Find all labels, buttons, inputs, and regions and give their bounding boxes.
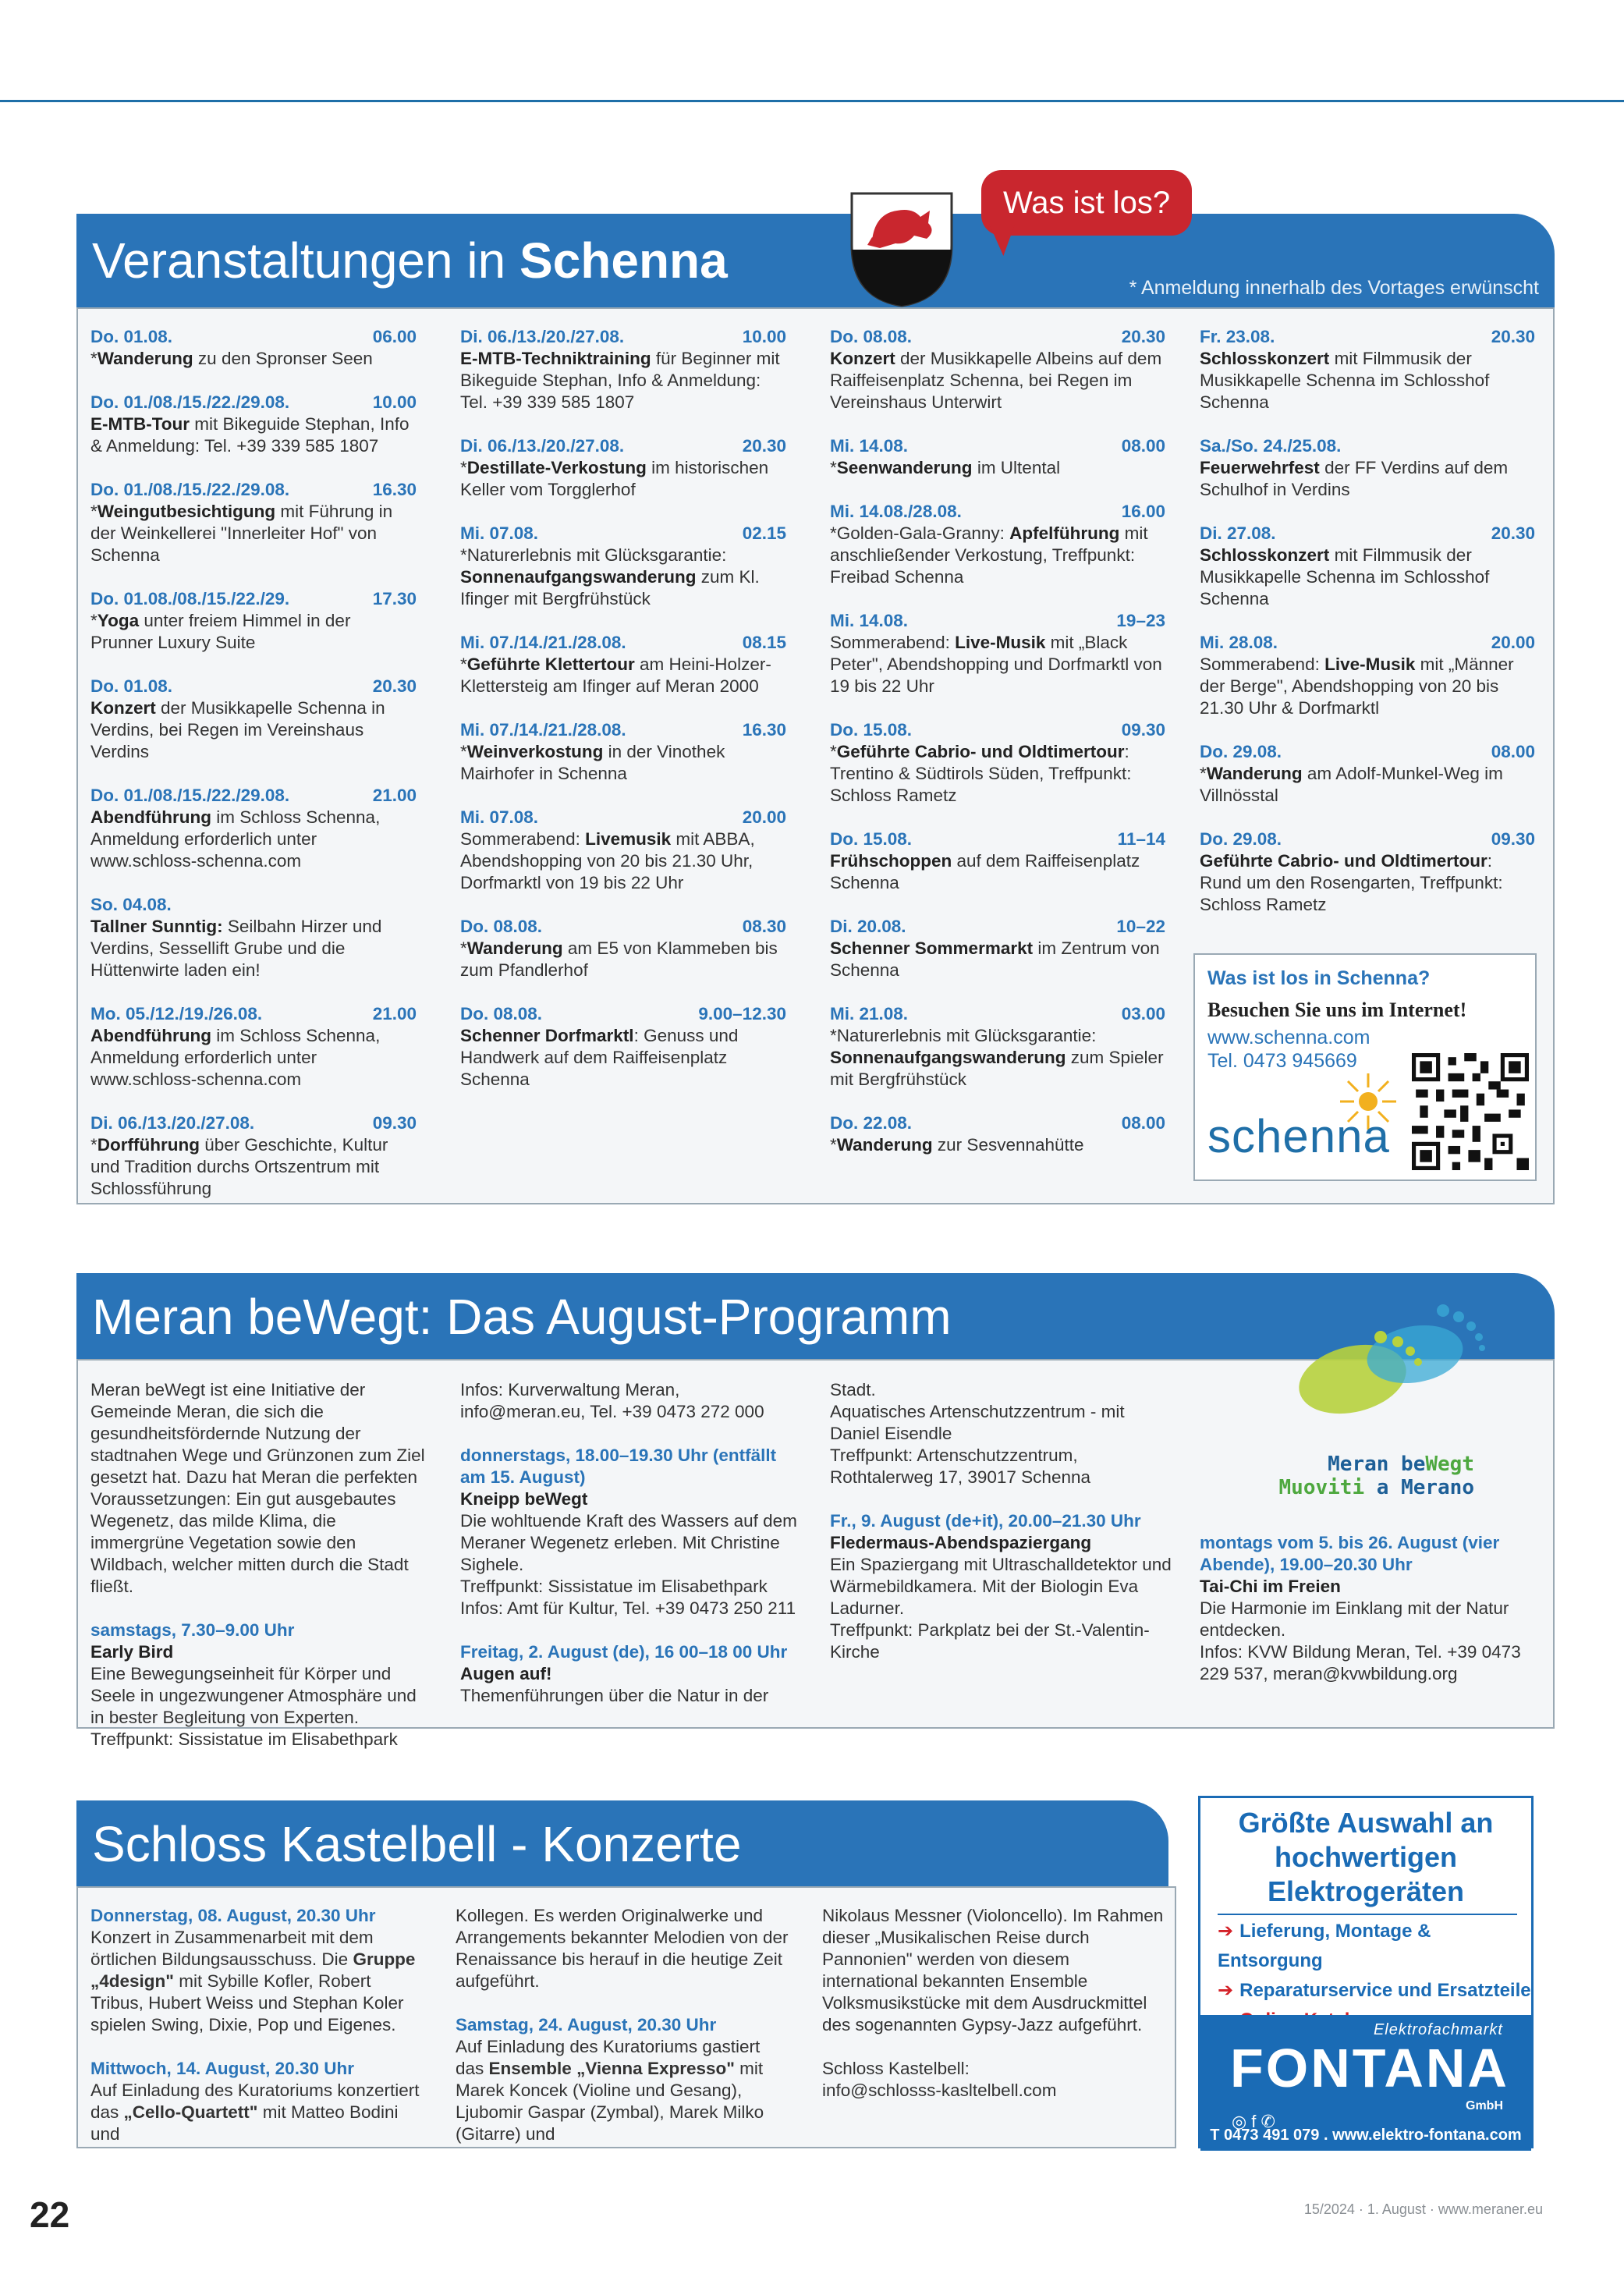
event-header xyxy=(460,523,786,545)
augen-auf-title: Augen auf! xyxy=(460,1664,552,1683)
event-time: 16.00 xyxy=(1121,502,1165,521)
info-phone: Tel. 0473 945669 xyxy=(1207,1050,1357,1072)
event-date: Sa./So. 24./25.08. xyxy=(1200,436,1342,456)
event-date: Di. 20.08. xyxy=(830,917,906,936)
event-date: Mi. 14.08./28.08. xyxy=(830,502,962,521)
event-date: Do. 08.08. xyxy=(830,327,913,346)
event-desc: *Wanderung am E5 von Klammeben bis zum Pfandlerhof xyxy=(460,938,778,980)
kastelbell-col-1 xyxy=(90,1905,426,2145)
event-time: 09.30 xyxy=(372,1113,417,1133)
event-time: 20.30 xyxy=(372,676,417,696)
fledermaus-meet: Treffpunkt: Parkplatz bei der St.-Valentin-Kirche xyxy=(830,1620,1150,1662)
event-header xyxy=(1200,326,1535,348)
ad-headline: Größte Auswahl an hochwertigen Elektrogeräten xyxy=(1238,1807,1494,1907)
kastelbell-title: Schloss Kastelbell - Konzerte xyxy=(92,1816,742,1872)
event-item xyxy=(460,523,786,610)
event-header xyxy=(1200,741,1535,763)
event-time: 20.00 xyxy=(742,807,786,827)
event-header xyxy=(90,326,417,348)
fontana-logo: FONTANA xyxy=(1230,2038,1509,2098)
artenschutz-text: Aquatisches Artenschutzzentrum - mit Daniel Eisendle xyxy=(830,1402,1125,1443)
event-header xyxy=(830,828,1165,850)
info-question: Was ist los in Schenna? xyxy=(1207,967,1431,989)
event-time: 20.00 xyxy=(1491,633,1535,652)
event-item xyxy=(1200,523,1535,610)
schenna-col-1 xyxy=(90,326,417,1222)
kneipp-title: Kneipp beWegt xyxy=(460,1489,588,1509)
event-date: Mi. 07./14./21./28.08. xyxy=(460,633,626,652)
event-time: 02.15 xyxy=(742,523,786,543)
event-time: 20.30 xyxy=(1121,327,1165,346)
event-header xyxy=(90,1112,417,1134)
event-item xyxy=(1200,632,1535,719)
concert-3-cont: Nikolaus Messner (Violoncello). Im Rahmen dieser „Musikalischen Reise durch Pannonien" werden von diesem international bekannten Ensemble Volksmusikstücke mit dem Ausdruckmittel des sogenannten Gypsy-Jazz aufgeführt. xyxy=(822,1906,1164,2034)
kurverwaltung-info: Infos: Kurverwaltung Meran, info@meran.eu, Tel. +39 0473 272 000 xyxy=(460,1380,764,1421)
event-item xyxy=(90,785,417,872)
event-item xyxy=(90,1112,417,1200)
augen-auf-text: Themenführungen über die Natur in der xyxy=(460,1686,769,1705)
event-desc: *Dorfführung über Geschichte, Kultur und Tradition durchs Ortszentrum mit Schlossführung xyxy=(90,1135,388,1198)
kneipp-time: donnerstags, 18.00–19.30 Uhr (entfällt am 15. August) xyxy=(460,1446,777,1487)
event-item xyxy=(1200,435,1535,501)
event-time: 10–22 xyxy=(1116,917,1165,936)
event-item xyxy=(1200,326,1535,413)
event-item xyxy=(460,719,786,785)
early-bird-text: Eine Bewegungseinheit für Körper und Seele in ungezwungener Atmosphäre und in bester Begleitung von Experten. xyxy=(90,1664,417,1727)
schenna-logo: schenna xyxy=(1207,1110,1390,1162)
event-time: 08.00 xyxy=(1491,742,1535,761)
footprints-icon xyxy=(1259,1293,1493,1449)
event-date: Do. 01./08./15./22./29.08. xyxy=(90,786,290,805)
event-time: 21.00 xyxy=(372,1004,417,1023)
event-item xyxy=(90,676,417,763)
tai-chi-text: Die Harmonie im Einklang mit der Natur entdecken. xyxy=(1200,1598,1509,1640)
event-desc: *Geführte Klettertour am Heini-Holzer-Klettersteig am Ifinger auf Meran 2000 xyxy=(460,655,771,696)
event-desc: Schenner Dorfmarktl: Genuss und Handwerk auf dem Raiffeisenplatz Schenna xyxy=(460,1026,739,1089)
event-time: 16.30 xyxy=(372,480,417,499)
event-date: Mi. 14.08. xyxy=(830,436,909,456)
ad-small-label: Elektrofachmarkt xyxy=(1373,2021,1503,2038)
event-item xyxy=(460,1003,786,1091)
concert-2-text: Auf Einladung des Kuratoriums konzertiert das „Cello-Quartett" mit Matteo Bodini und xyxy=(90,2081,420,2144)
event-desc: Frühschoppen auf dem Raiffeisenplatz Schenna xyxy=(830,851,1140,892)
event-date: Mi. 28.08. xyxy=(1200,633,1278,652)
event-desc: Sommerabend: Livemusik mit ABBA, Abendshopping von 20 bis 21.30 Uhr, Dorfmarktl von 19 bis 22 Uhr xyxy=(460,829,755,892)
event-time: 08.00 xyxy=(1121,1113,1165,1133)
event-header xyxy=(90,785,417,807)
event-time: 20.30 xyxy=(742,436,786,456)
kultur-info: Infos: Amt für Kultur, Tel. +39 0473 250 211 xyxy=(460,1598,796,1618)
event-desc: *Wanderung am Adolf-Munkel-Weg im Villnösstal xyxy=(1200,764,1503,805)
event-date: Do. 01.08. xyxy=(90,327,173,346)
event-time: 09.30 xyxy=(1121,720,1165,740)
concert-2-cont: Kollegen. Es werden Originalwerke und Arrangements bekannter Melodien von der Renaissance bis herauf in die heutige Zeit aufgeführt. xyxy=(456,1906,789,1991)
event-desc: *Destillate-Verkostung im historischen Keller vom Torgglerhof xyxy=(460,458,769,499)
event-date: Do. 15.08. xyxy=(830,829,913,849)
concert-3-text: Auf Einladung des Kuratoriums gastiert das Ensemble „Vienna Expresso" mit Marek Koncek (Violine und Gesang), Ljubomir Gaspar (Zymbal), Marek Milko (Gitarre) und xyxy=(456,2037,764,2144)
event-time: 20.30 xyxy=(1491,523,1535,543)
event-item xyxy=(90,1003,417,1091)
ad-rule-top xyxy=(1218,1914,1517,1915)
event-date: Do. 29.08. xyxy=(1200,742,1282,761)
concert-1-text: Konzert in Zusammenarbeit mit dem örtlichen Bildungsausschuss. Die Gruppe „4design" mit Sybille Kofler, Robert Tribus, Hubert Weiss und Stephan Koler spielen Swing, Dixie, Pop und Eigenes. xyxy=(90,1928,416,2034)
event-time: 20.30 xyxy=(1491,327,1535,346)
event-time: 21.00 xyxy=(372,786,417,805)
event-date: Do. 29.08. xyxy=(1200,829,1282,849)
event-time: 9.00–12.30 xyxy=(698,1004,786,1023)
event-date: Di. 27.08. xyxy=(1200,523,1276,543)
event-desc: Schenner Sommermarkt im Zentrum von Schenna xyxy=(830,938,1160,980)
event-item xyxy=(460,916,786,981)
event-item xyxy=(460,632,786,697)
was-ist-los-bubble: Was ist los? xyxy=(981,170,1192,236)
event-desc: Feuerwehrfest der FF Verdins auf dem Schulhof in Verdins xyxy=(1200,458,1509,499)
event-header xyxy=(830,1003,1165,1025)
tai-chi-title: Tai-Chi im Freien xyxy=(1200,1577,1341,1596)
event-time: 17.30 xyxy=(372,589,417,608)
event-item xyxy=(90,588,417,654)
event-date: Di. 06./13./20./27.08. xyxy=(90,1113,255,1133)
event-desc: E-MTB-Techniktraining für Beginner mit Bikeguide Stephan, Info & Anmeldung: Tel. +39 339 585 1807 xyxy=(460,349,780,412)
event-date: Mo. 05./12./19./26.08. xyxy=(90,1004,263,1023)
event-item xyxy=(90,392,417,457)
event-date: Di. 06./13./20./27.08. xyxy=(460,327,625,346)
event-item xyxy=(830,916,1165,981)
info-visit: Besuchen Sie uns im Internet! xyxy=(1207,999,1467,1021)
meran-intro: Meran beWegt ist eine Initiative der Gemeinde Meran, die sich die gesundheitsfördernde Nutzung der stadtnahen Wege und Grünzonen zum Ziel gesetzt hat. Dazu hat Meran die perfekten Voraussetzungen: Ein gut ausgebautes Wegenetz, das milde Klima, die immergrüne Vegetation sowie den Wildbach, welcher mitten durch die Stadt fließt. xyxy=(90,1380,425,1596)
event-item xyxy=(1200,741,1535,807)
schenna-info-box xyxy=(1193,953,1537,1181)
concert-1-date: Donnerstag, 08. August, 20.30 Uhr xyxy=(90,1906,376,1925)
event-header xyxy=(460,719,786,741)
event-desc: *Naturerlebnis mit Glücksgarantie: Sonnenaufgangswanderung zum Spieler mit Bergfrühstück xyxy=(830,1026,1164,1089)
event-desc: Sommerabend: Live-Musik mit „Männer der Berge", Abendshopping von 20 bis 21.30 Uhr & Dorfmarktl xyxy=(1200,655,1514,718)
event-header xyxy=(90,894,417,916)
event-date: Mi. 07.08. xyxy=(460,807,539,827)
event-header xyxy=(90,676,417,697)
event-header xyxy=(460,435,786,457)
event-desc: E-MTB-Tour mit Bikeguide Stephan, Info & Anmeldung: Tel. +39 339 585 1807 xyxy=(90,414,410,456)
event-item xyxy=(830,610,1165,697)
page-footer: 15/2024 · 1. August · www.meraner.eu xyxy=(1303,2201,1543,2217)
info-website-link[interactable]: www.schenna.com xyxy=(1207,1027,1370,1048)
event-desc: Konzert der Musikkapelle Schenna in Verdins, bei Regen im Vereinshaus Verdins xyxy=(90,698,385,761)
page-number: 22 xyxy=(30,2194,70,2235)
ad-item-repair: ➔ Reparaturservice und Ersatzteile xyxy=(1218,1980,1531,2001)
early-bird-time: samstags, 7.30–9.00 Uhr xyxy=(90,1620,295,1640)
event-time: 08.00 xyxy=(1121,436,1165,456)
event-time: 10.00 xyxy=(372,392,417,412)
event-desc: Sommerabend: Live-Musik mit „Black Peter", Abendshopping und Dorfmarktl von 19 bis 22 Uhr xyxy=(830,633,1162,696)
event-item xyxy=(830,1003,1165,1091)
event-header xyxy=(460,916,786,938)
kastelbell-banner xyxy=(76,1800,1168,1886)
event-header xyxy=(90,479,417,501)
event-header xyxy=(1200,828,1535,850)
event-header xyxy=(830,916,1165,938)
event-desc: *Geführte Cabrio- und Oldtimertour: Trentino & Südtirols Süden, Treffpunkt: Schloss Rametz xyxy=(830,742,1132,805)
event-header xyxy=(90,1003,417,1025)
event-header xyxy=(830,326,1165,348)
event-item xyxy=(90,894,417,981)
event-header xyxy=(90,588,417,610)
ad-item-delivery: ➔ Lieferung, Montage & Entsorgung xyxy=(1218,1921,1431,1971)
top-rule xyxy=(0,100,1624,102)
event-date: Mi. 14.08. xyxy=(830,611,909,630)
tai-chi-time: montags vom 5. bis 26. August (vier Abende), 19.00–20.30 Uhr xyxy=(1200,1533,1500,1574)
event-date: Do. 08.08. xyxy=(460,917,543,936)
event-desc: Abendführung im Schloss Schenna, Anmeldung erforderlich unter www.schloss-schenna.com xyxy=(90,1026,381,1089)
meran-col-3 xyxy=(830,1379,1173,1663)
event-date: Mi. 07.08. xyxy=(460,523,539,543)
event-desc: *Weingutbesichtigung mit Führung in der Weinkellerei "Innerleiter Hof" von Schenna xyxy=(90,502,393,565)
meran-col-4 xyxy=(1200,1532,1535,1685)
event-desc: Schlosskonzert mit Filmmusik der Musikkapelle Schenna im Schlosshof Schenna xyxy=(1200,349,1490,412)
event-date: Do. 08.08. xyxy=(460,1004,543,1023)
meran-col-2 xyxy=(460,1379,803,1707)
event-date: Do. 01./08./15./22./29.08. xyxy=(90,392,290,412)
event-header xyxy=(1200,523,1535,545)
event-date: Do. 01./08./15./22./29.08. xyxy=(90,480,290,499)
event-header xyxy=(830,501,1165,523)
event-header xyxy=(830,610,1165,632)
event-time: 19–23 xyxy=(1116,611,1165,630)
event-item xyxy=(830,326,1165,413)
event-desc: *Weinverkostung in der Vinothek Mairhofer in Schenna xyxy=(460,742,725,783)
social-icons[interactable]: ◎ f ✆ xyxy=(1232,2112,1275,2131)
event-header xyxy=(830,435,1165,457)
event-desc: Konzert der Musikkapelle Albeins auf dem Raiffeisenplatz Schenna, bei Regen im Vereinshaus Unterwirt xyxy=(830,349,1162,412)
event-desc: Tallner Sunntig: Seilbahn Hirzer und Verdins, Sessellift Grube und die Hüttenwirte laden ein! xyxy=(90,917,382,980)
event-date: Do. 01.08./08./15./22./29. xyxy=(90,589,290,608)
kastelbell-col-2 xyxy=(456,1905,791,2145)
event-date: So. 04.08. xyxy=(90,895,172,914)
augen-auf-time: Freitag, 2. August (de), 16 00–18 00 Uhr xyxy=(460,1642,788,1662)
ad-gmbh: GmbH xyxy=(1466,2099,1503,2112)
artenschutz-meet: Treffpunkt: Artenschutzzentrum, Rothtalerweg 17, 39017 Schenna xyxy=(830,1446,1090,1487)
event-header xyxy=(90,392,417,413)
event-item xyxy=(830,1112,1165,1156)
event-time: 08.30 xyxy=(742,917,786,936)
event-time: 16.30 xyxy=(742,720,786,740)
event-item xyxy=(830,719,1165,807)
schenna-col-4 xyxy=(1200,326,1535,938)
event-header xyxy=(460,632,786,654)
event-time: 03.00 xyxy=(1121,1004,1165,1023)
schenna-crest-icon xyxy=(849,190,955,309)
schenna-col-2 xyxy=(460,326,786,1112)
event-item xyxy=(90,326,417,370)
event-header xyxy=(460,807,786,828)
event-time: 10.00 xyxy=(742,327,786,346)
event-desc: Schlosskonzert mit Filmmusik der Musikkapelle Schenna im Schlosshof Schenna xyxy=(1200,545,1490,608)
fontana-ad[interactable] xyxy=(1198,1796,1534,2148)
event-time: 06.00 xyxy=(372,327,417,346)
event-desc: *Wanderung zu den Spronser Seen xyxy=(90,349,373,368)
event-desc: *Naturerlebnis mit Glücksgarantie: Sonnenaufgangswanderung zum Kl. Ifinger mit Bergfrühstück xyxy=(460,545,760,608)
event-desc: *Seenwanderung im Ultental xyxy=(830,458,1061,477)
event-time: 11–14 xyxy=(1117,829,1165,849)
meran-col-1 xyxy=(90,1379,426,1751)
event-header xyxy=(830,719,1165,741)
schenna-title: Veranstaltungen in Schenna xyxy=(92,232,728,289)
event-header xyxy=(460,326,786,348)
registration-note: * Anmeldung innerhalb des Vortages erwünscht xyxy=(1129,277,1539,299)
event-item xyxy=(1200,828,1535,916)
schenna-banner xyxy=(76,214,1555,307)
event-header xyxy=(460,1003,786,1025)
event-time: 09.30 xyxy=(1491,829,1535,849)
kastelbell-col-3 xyxy=(822,1905,1165,2102)
event-date: Di. 06./13./20./27.08. xyxy=(460,436,625,456)
event-date: Do. 15.08. xyxy=(830,720,913,740)
tai-chi-info: Infos: KVW Bildung Meran, Tel. +39 0473 229 537, meran@kvwbildung.org xyxy=(1200,1642,1521,1683)
event-header xyxy=(1200,632,1535,654)
ad-brand-block xyxy=(1200,2015,1531,2151)
stadt-text: Stadt. xyxy=(830,1380,876,1399)
event-date: Fr. 23.08. xyxy=(1200,327,1275,346)
concert-2-date: Mittwoch, 14. August, 20.30 Uhr xyxy=(90,2059,354,2078)
event-desc: *Yoga unter freiem Himmel in der Prunner Luxury Suite xyxy=(90,611,351,652)
meran-title: Meran beWegt: Das August-Programm xyxy=(92,1289,952,1345)
event-item xyxy=(830,501,1165,588)
ad-contact: T 0473 491 079 . www.elektro-fontana.com xyxy=(1210,2127,1522,2144)
event-item xyxy=(460,807,786,894)
qr-code-icon[interactable] xyxy=(1412,1053,1529,1170)
event-item xyxy=(460,435,786,501)
event-desc: Abendführung im Schloss Schenna, Anmeldung erforderlich unter www.schloss-schenna.com xyxy=(90,807,381,871)
meran-bewegt-logo: Meran beWegt Muoviti a Merano xyxy=(1278,1453,1474,1499)
kastelbell-contact-email[interactable]: info@schlosss-kasltelbell.com xyxy=(822,2081,1057,2100)
fledermaus-title: Fledermaus-Abendspaziergang xyxy=(830,1533,1092,1552)
kneipp-text: Die wohltuende Kraft des Wassers auf dem Meraner Wegenetz erleben. Mit Christine Sighele. xyxy=(460,1511,797,1574)
event-desc: Geführte Cabrio- und Oldtimertour: Rund um den Rosengarten, Treffpunkt: Schloss Rametz xyxy=(1200,851,1503,914)
event-desc: *Golden-Gala-Granny: Apfelführung mit anschließender Verkostung, Treffpunkt: Freibad Schenna xyxy=(830,523,1148,587)
event-item xyxy=(830,828,1165,894)
event-desc: *Wanderung zur Sesvennahütte xyxy=(830,1135,1084,1155)
event-item xyxy=(460,326,786,413)
event-date: Do. 01.08. xyxy=(90,676,173,696)
event-date: Mi. 07./14./21./28.08. xyxy=(460,720,626,740)
kastelbell-contact-label: Schloss Kastelbell: xyxy=(822,2059,970,2078)
kneipp-meet: Treffpunkt: Sissistatue im Elisabethpark xyxy=(460,1577,768,1596)
event-header xyxy=(830,1112,1165,1134)
event-item xyxy=(830,435,1165,479)
fledermaus-time: Fr., 9. August (de+it), 20.00–21.30 Uhr xyxy=(830,1511,1141,1531)
event-item xyxy=(90,479,417,566)
concert-3-date: Samstag, 24. August, 20.30 Uhr xyxy=(456,2015,717,2034)
event-date: Mi. 21.08. xyxy=(830,1004,909,1023)
early-bird-title: Early Bird xyxy=(90,1642,174,1662)
event-time: 08.15 xyxy=(742,633,786,652)
schenna-col-3 xyxy=(830,326,1165,1178)
fledermaus-text: Ein Spaziergang mit Ultraschalldetektor und Wärmebildkamera. Mit der Biologin Eva Ladurner. xyxy=(830,1555,1172,1618)
event-date: Do. 22.08. xyxy=(830,1113,913,1133)
early-bird-meet: Treffpunkt: Sissistatue im Elisabethpark xyxy=(90,1729,398,1749)
event-header xyxy=(1200,435,1535,457)
